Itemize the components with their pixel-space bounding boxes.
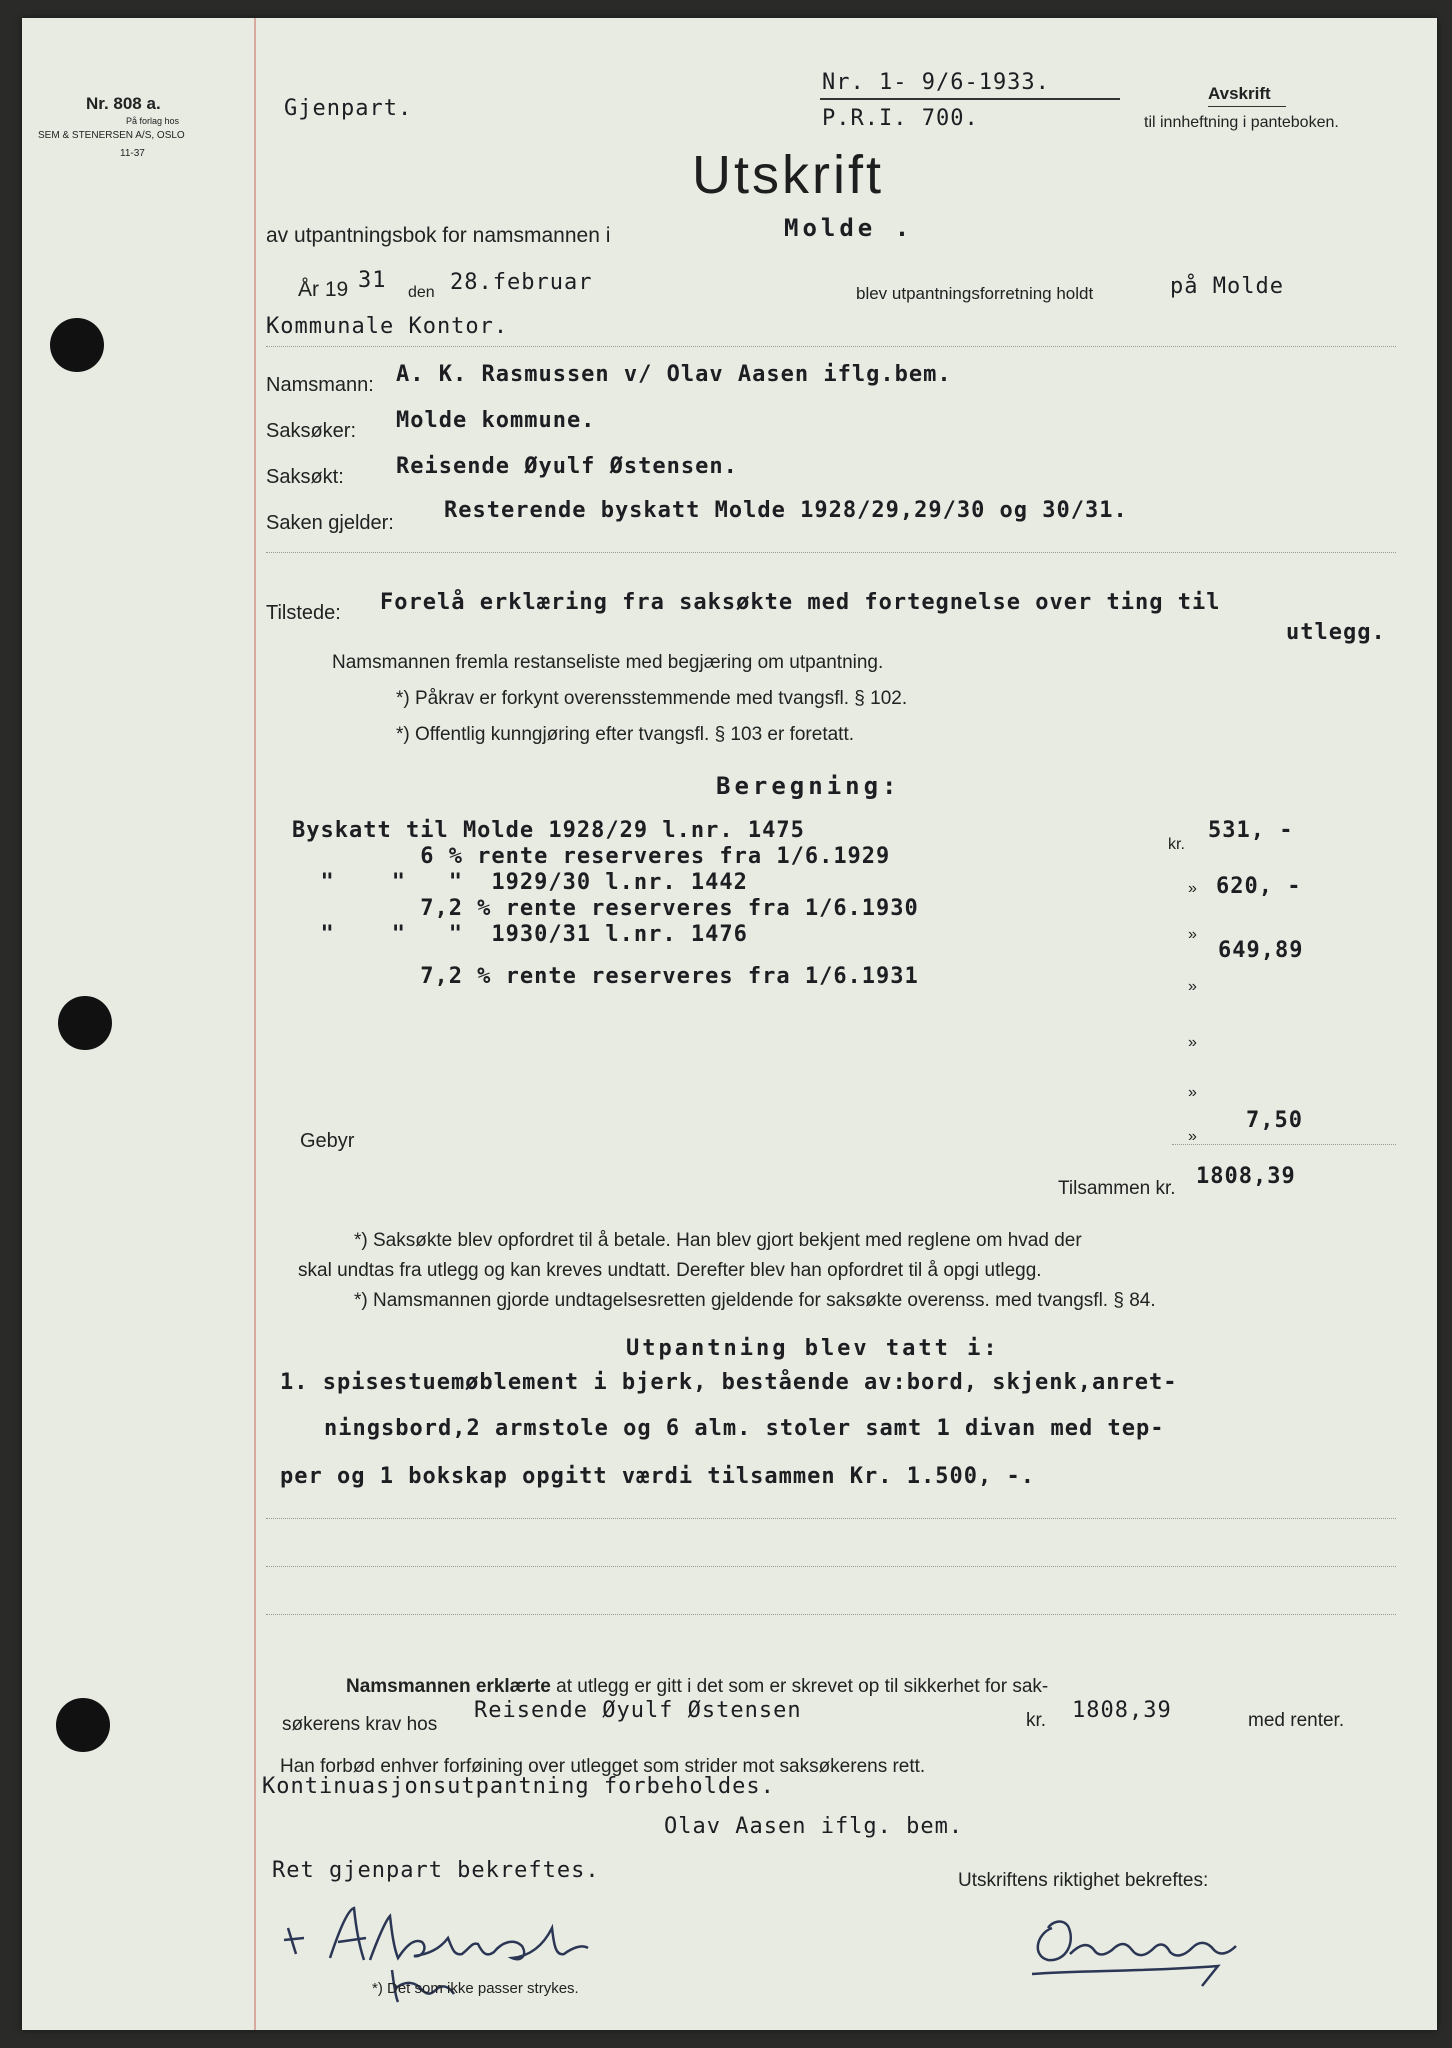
tilstede-value-cont: utlegg. <box>1286 620 1386 645</box>
calculation-line: 7,2 % rente reserveres fra 1/6.1931 <box>292 964 919 989</box>
declaration-rest: at utlegg er gitt i det som er skrevet op til sikkerhet for sak- <box>556 1676 1049 1697</box>
place-line1: på Molde <box>1170 274 1284 299</box>
currency-mark: » <box>1188 926 1197 943</box>
krav-name: Reisende Øyulf Østensen <box>474 1698 802 1723</box>
seized-items-line: ningsbord,2 armstole og 6 alm. stoler samt 1 divan med tep- <box>324 1416 1165 1441</box>
saken-value: Resterende byskatt Molde 1928/29,29/30 og 30/31. <box>444 498 1128 523</box>
place-line2: Kommunale Kontor. <box>266 314 509 339</box>
krav-kr: kr. <box>1026 1710 1047 1731</box>
calculation-line: " " " 1929/30 l.nr. 1442 <box>292 870 748 895</box>
pri-number: P.R.I. 700. <box>822 106 979 131</box>
seized-items-line: 1. spisestuemøblement i bjerk, bestående av:bord, skjenk,anret- <box>280 1370 1178 1395</box>
calculation-line: Byskatt til Molde 1928/29 l.nr. 1475 <box>292 818 805 843</box>
printed-note: *) Offentlig kunngjøring efter tvangsfl. § 103 er foretatt. <box>396 724 855 745</box>
form-number: Nr. 808 a. <box>86 94 161 113</box>
underline <box>820 98 1120 100</box>
printed-note: Namsmannen fremla restanseliste med begjæring om utpantning. <box>332 652 884 673</box>
declaration-bold: Namsmannen erklærte <box>346 1676 551 1697</box>
den-label: den <box>408 284 435 301</box>
saksokt-label: Saksøkt: <box>266 466 344 488</box>
notice-text: *) Namsmannen gjorde undtagelsesretten gjeldende for saksøkte overenss. med tvangsfl. § 84. <box>354 1290 1156 1311</box>
saksokt-value: Reisende Øyulf Østensen. <box>396 454 738 479</box>
tilstede-value: Forelå erklæring fra saksøkte med fortegnelse over ting til <box>380 590 1221 615</box>
printer-line: På forlag hos <box>126 116 180 126</box>
beregning-heading: Beregning: <box>716 772 901 800</box>
avskrift-title: Avskrift <box>1208 84 1271 103</box>
ret-gjenpart-text: Ret gjenpart bekreftes. <box>272 1858 600 1883</box>
printed-note: *) Påkrav er forkynt overensstemmende med tvangsfl. § 102. <box>396 688 908 709</box>
riktighet-text: Utskriftens riktighet bekreftes: <box>958 1870 1209 1891</box>
year-suffix: 31 <box>358 268 387 293</box>
dotted-rule <box>266 1518 1396 1519</box>
dotted-rule <box>266 552 1396 553</box>
footnote: *) Det som ikke passer strykes. <box>372 1980 579 1997</box>
utpantning-heading: Utpantning blev tatt i: <box>626 1336 1000 1361</box>
dotted-rule <box>266 1614 1396 1615</box>
page-title: Utskrift <box>692 145 884 205</box>
gebyr-label: Gebyr <box>300 1130 355 1152</box>
krav-suffix: med renter. <box>1248 1710 1345 1731</box>
namsmann-value: A. K. Rasmussen v/ Olav Aasen iflg.bem. <box>396 362 952 387</box>
punch-hole <box>56 1698 110 1752</box>
dotted-rule <box>266 346 1396 347</box>
signer-text: Olav Aasen iflg. bem. <box>664 1814 964 1839</box>
document-number-date: Nr. 1- 9/6-1933. <box>822 70 1050 95</box>
dotted-rule <box>1172 1144 1396 1145</box>
currency-mark: » <box>1188 1084 1197 1101</box>
gebyr-amount: 7,50 <box>1246 1108 1303 1133</box>
tilstede-label: Tilstede: <box>266 602 341 624</box>
declaration-line <box>346 1676 1048 1698</box>
gjenpart-label: Gjenpart. <box>284 96 413 121</box>
saken-label: Saken gjelder: <box>266 512 394 534</box>
total-amount: 1808,39 <box>1196 1164 1296 1189</box>
document-page <box>22 18 1437 2030</box>
calculation-amount: 620, - <box>1216 874 1302 899</box>
namsmann-label: Namsmann: <box>266 374 374 396</box>
handwritten-signature-right <box>1022 1898 1262 1998</box>
calculation-line: 7,2 % rente reserveres fra 1/6.1930 <box>292 896 919 921</box>
dotted-rule <box>266 1566 1396 1567</box>
year-prefix: År 19 <box>298 278 349 301</box>
holdt-text: blev utpantningsforretning holdt <box>856 284 1094 303</box>
calculation-line: 6 % rente reserveres fra 1/6.1929 <box>292 844 891 869</box>
saksoker-label: Saksøker: <box>266 420 357 442</box>
total-label: Tilsammen kr. <box>1058 1178 1176 1199</box>
calculation-line: " " " 1930/31 l.nr. 1476 <box>292 922 748 947</box>
printer-line: SEM & STENERSEN A/S, OSLO <box>38 130 185 141</box>
notice-text: *) Saksøkte blev opfordret til å betale. Han blev gjort bekjent med reglene om hvad der <box>354 1230 1082 1251</box>
avskrift-subtitle: til innheftning i panteboken. <box>1144 114 1339 131</box>
currency-mark: kr. <box>1168 836 1185 853</box>
seized-items-line: per og 1 bokskap opgitt værdi tilsammen Kr. 1.500, -. <box>280 1464 1035 1489</box>
punch-hole <box>50 318 104 372</box>
margin-line <box>254 18 256 2030</box>
subtitle-prefix: av utpantningsbok for namsmannen i <box>266 224 611 247</box>
calculation-amount: 531, - <box>1208 818 1294 843</box>
krav-prefix: søkerens krav hos <box>282 1714 438 1735</box>
krav-amount: 1808,39 <box>1072 1698 1172 1723</box>
subtitle-place: Molde . <box>784 214 914 242</box>
currency-mark: » <box>1188 1034 1197 1051</box>
kontinuas-text: Kontinuasjonsutpantning forbeholdes. <box>262 1774 775 1799</box>
notice-text: skal undtas fra utlegg og kan kreves undtatt. Derefter blev han opfordret til å opgi utlegg. <box>298 1260 1042 1281</box>
calculation-amount: 649,89 <box>1218 938 1304 963</box>
currency-mark: » <box>1188 1128 1197 1145</box>
punch-hole <box>58 996 112 1050</box>
underline <box>1208 106 1286 107</box>
forbod-text: Han forbød enhver forføining over utlegget som strider mot saksøkerens rett. <box>280 1756 926 1777</box>
saksoker-value: Molde kommune. <box>396 408 596 433</box>
currency-mark: » <box>1188 880 1197 897</box>
currency-mark: » <box>1188 978 1197 995</box>
date-value: 28.februar <box>450 270 593 295</box>
printer-line: 11-37 <box>120 148 145 159</box>
